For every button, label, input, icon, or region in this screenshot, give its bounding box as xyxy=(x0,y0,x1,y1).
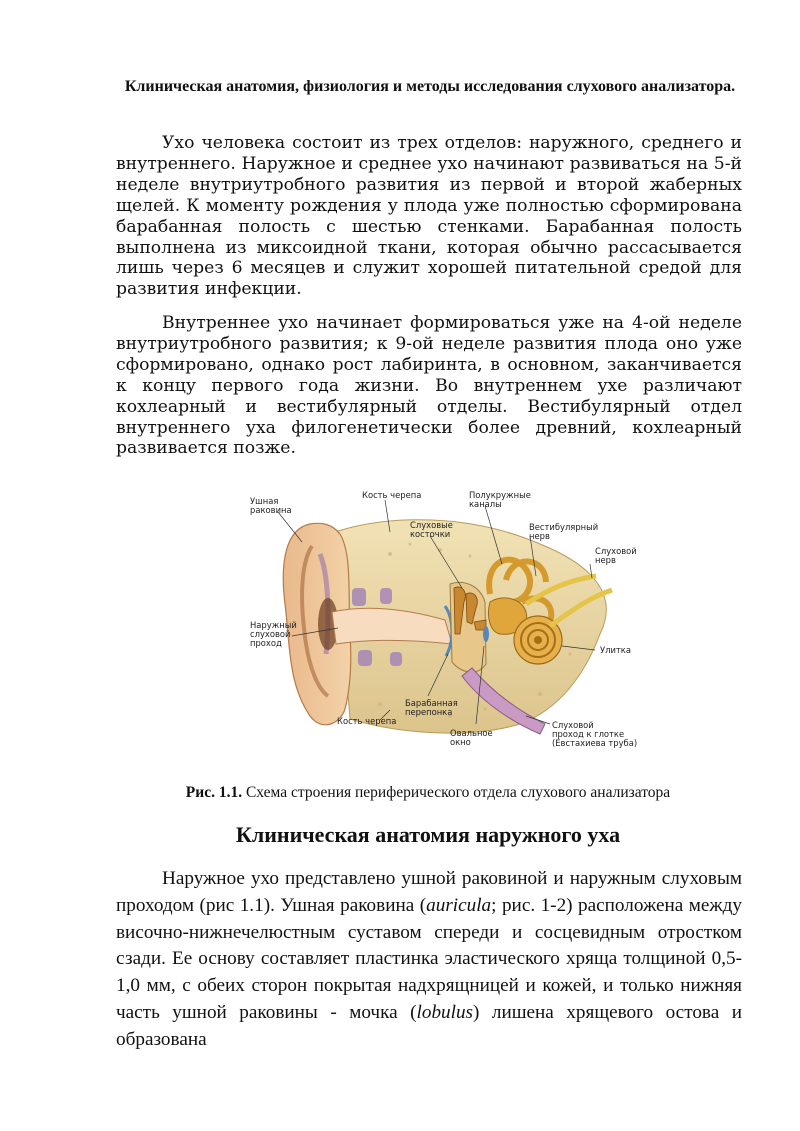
label-cochlea: Улитка xyxy=(600,645,631,655)
label-vest-nerve-l2: нерв xyxy=(529,531,550,541)
para3-text-2: ; рис. 1-2) расположена между височно-нижнечелюстным суставом спереди и сосцевидным отростком сзади. Ее основу составляет пластинка эластического хряща толщиной 0,5-1,0 мм, с обеих сторон покрытая надхрящницей и кожей, и только нижняя часть ушной раковины - мочка ( xyxy=(116,894,742,1023)
document-title: Клиническая анатомия, физиология и методы исследования слухового анализатора. xyxy=(124,78,736,95)
para3-text-1: Наружное ухо представлено ушной раковиной и наружным слуховым проходом (рис 1.1). Ушная раковина ( xyxy=(116,868,742,916)
paragraph-external-ear xyxy=(116,866,742,1054)
para3-term-auricula: auricula xyxy=(426,894,492,916)
label-vestibular-nerve xyxy=(529,522,601,541)
label-oval-l1: Овальное xyxy=(450,728,493,738)
label-semicircular-canals xyxy=(469,490,534,509)
label-canals-l1: Полукружные xyxy=(469,490,531,500)
label-auricle-l2: раковина xyxy=(250,505,292,515)
label-eardrum xyxy=(405,698,460,717)
label-aud-nerve-l1: Слуховой xyxy=(595,546,637,556)
label-auditory-nerve xyxy=(595,546,639,565)
label-eustachian-tube xyxy=(552,720,637,748)
label-ext-canal-l3: проход xyxy=(250,638,282,648)
label-vest-nerve-l1: Вестибулярный xyxy=(529,522,599,532)
caption-prefix: Рис. 1.1. xyxy=(185,784,243,801)
label-auricle xyxy=(250,496,292,515)
label-eardrum-l2: перепонка xyxy=(405,707,453,717)
label-skull-bone-top: Кость черепа xyxy=(362,490,422,500)
label-tube-l3: (Евстахиева труба) xyxy=(552,738,638,748)
label-ossicles-l2: косточки xyxy=(410,529,451,539)
para3-term-lobulus: lobulus xyxy=(416,1001,474,1023)
paragraph-ear-structure: Ухо человека состоит из трех отделов: наружного, среднего и внутреннего. Наружное и среднее ухо начинают развиваться на 5-й неделе внутриутробного развития из первой и второй жаберных щелей. К моменту рождения у плода уже полностью сформирована барабанная полость с шестью стенками. Барабанная полость выполнена из миксоидной ткани, которая обычно рассасывается лишь через 6 месяцев и служит хорошей питательной средой для развития инфекции. xyxy=(116,133,742,300)
label-ossicles-l1: Слуховые xyxy=(410,520,453,530)
label-auricle-l1: Ушная xyxy=(250,496,279,506)
label-ossicles xyxy=(410,520,456,539)
label-aud-nerve-l2: нерв xyxy=(595,555,616,565)
label-oval-window xyxy=(450,728,495,747)
ear-anatomy-diagram xyxy=(240,484,660,754)
caption-text: Схема строения периферического отдела слухового анализатора xyxy=(242,784,671,801)
figure-caption xyxy=(100,784,756,802)
ear-anatomy-figure xyxy=(240,484,660,754)
label-eardrum-l1: Барабанная xyxy=(405,698,458,708)
oval-window-shape xyxy=(483,626,489,642)
label-skull-bone-bottom: Кость черепа xyxy=(337,716,397,726)
label-tube-l1: Слуховой xyxy=(552,720,594,730)
para3-text-3: ) лишена хрящевого остова и образована xyxy=(116,1001,743,1050)
label-canals-l2: каналы xyxy=(469,499,502,509)
label-oval-l2: окно xyxy=(450,737,471,747)
section-heading: Клиническая анатомия наружного уха xyxy=(235,822,621,847)
label-tube-l2: проход к глотке xyxy=(552,729,625,739)
label-ext-canal-l1: Наружный xyxy=(250,620,297,630)
paragraph-inner-ear: Внутреннее ухо начинает формироваться уже на 4-ой неделе внутриутробного развития; к 9-ой неделе развития плода оно уже сформировано, однако рост лабиринта, в основном, заканчивается к концу первого года жизни. Во внутреннем ухе различают кохлеарный и вестибулярный отделы. Вестибулярный отдел внутреннего уха филогенетически более древний, кохлеарный развивается позже. xyxy=(116,313,742,459)
label-ext-canal-l2: слуховой xyxy=(250,629,291,639)
